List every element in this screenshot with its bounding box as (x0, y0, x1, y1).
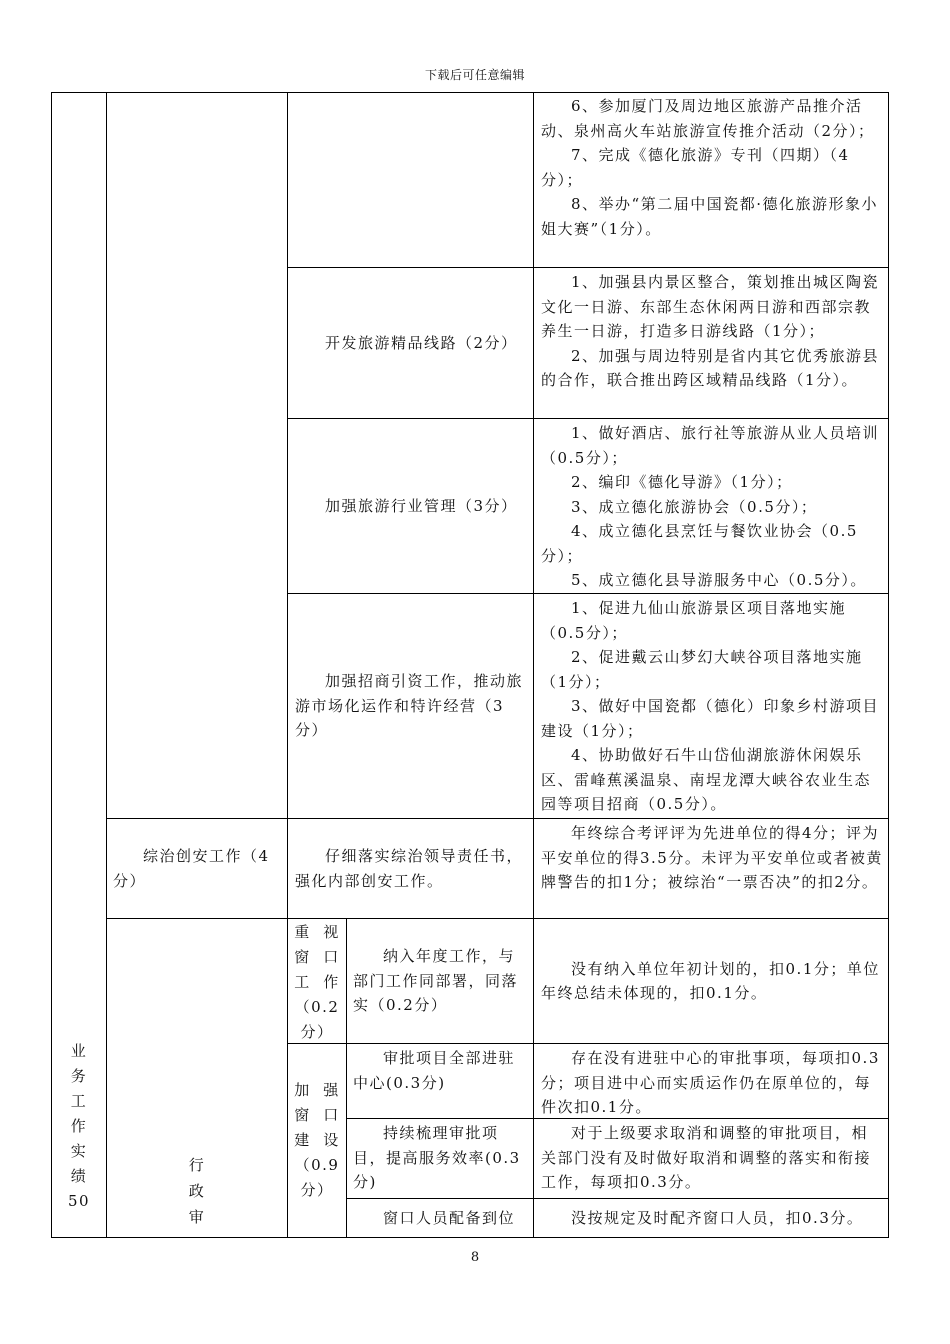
management-criteria-cell (541, 421, 884, 593)
management-item-3: 3、成立德化旅游协会（0.5分）； (571, 497, 818, 516)
management-task: 加强旅游行业管理（3分） (325, 496, 518, 515)
header-note: 下载后可任意编辑 (424, 68, 525, 82)
build-task-3: 窗口人员配备到位 (383, 1209, 516, 1227)
build-criteria-1-cell (541, 1046, 884, 1120)
build-task-1: 审批项目全部进驻中心(0.3分) (353, 1049, 516, 1092)
routes-task: 开发旅游精品线路（2分） (325, 333, 518, 352)
build-task-2-cell (353, 1121, 529, 1195)
routes-item-2: 2、加强与周边特别是省内其它优秀旅游县的合作，联合推出跨区域精品线路（1分）。 (541, 346, 880, 389)
admin-category-char: 政 (188, 1182, 206, 1200)
routes-task-cell (295, 268, 527, 418)
management-task-cell (295, 419, 527, 593)
build-sub-char: 建 (294, 1131, 311, 1149)
window-sub-char: 作 (323, 973, 340, 991)
promo-item-8: 8、举办“第二届中国瓷都·德化旅游形象小姐大赛”（1分）。 (541, 195, 878, 238)
build-sub-char: 设 (323, 1131, 340, 1149)
security-criteria: 年终综合考评评为先进单位的得4分；评为平安单位的得3.5分。未评为平安单位或者被黄牌警告的扣1分；被综治“一票否决”的扣2分。 (541, 824, 883, 891)
management-item-2: 2、编印《德化导游》（1分）； (571, 473, 793, 491)
window-criteria: 没有纳入单位年初计划的，扣0.1分；单位年终总结未体现的，扣0.1分。 (541, 959, 880, 1002)
security-task: 仔细落实综治领导责任书，强化内部创安工作。 (295, 847, 524, 890)
window-criteria-cell (541, 919, 884, 1043)
investment-item-2: 2、促进戴云山梦幻大峡谷项目落地实施（1分）； (541, 648, 863, 691)
investment-item-4: 4、协助做好石牛山岱仙湖旅游休闲娱乐区、雷峰蕉溪温泉、南埕龙潭大峡谷农业生态园等项目招商（0.5分）。 (541, 746, 872, 813)
window-sub-label (290, 920, 344, 1045)
col-divider-1 (106, 92, 107, 1238)
window-task: 纳入年度工作，与部门工作同部署，同落实（0.2分） (353, 947, 519, 1015)
admin-category-label (107, 1152, 287, 1230)
left-label-char: 务 (70, 1067, 88, 1085)
security-task-cell (295, 819, 527, 918)
management-item-1: 1、做好酒店、旅行社等旅游从业人员培训（0.5分）； (541, 424, 880, 467)
promo-item-7: 7、完成《德化旅游》专刊（四期）（4分）； (541, 146, 850, 189)
table-bottom-border (51, 1237, 889, 1238)
window-sub-char: （0.2 (294, 998, 340, 1016)
build-sub-char: 加 (294, 1081, 311, 1099)
investment-task-cell (295, 594, 527, 818)
build-criteria-1: 存在没有进驻中心的审批事项，每项扣0.3分；项目进中心而实质运作仍在原单位的，每件次扣0.1分。 (541, 1049, 880, 1116)
build-criteria-2-cell (541, 1121, 884, 1195)
security-criteria-cell (541, 821, 884, 895)
window-build-sub-label (290, 1078, 344, 1203)
investment-item-3: 3、做好中国瓷都（德化）印象乡村游项目建设（1分）； (541, 697, 880, 740)
window-sub-char: 分） (300, 1023, 334, 1041)
row-divider-window-build (287, 1043, 888, 1044)
window-task-cell (353, 919, 529, 1043)
window-sub-char: 视 (323, 923, 340, 941)
build-task-1-cell (353, 1046, 529, 1095)
col-divider-3 (533, 92, 534, 1238)
left-label-char: 实 (70, 1142, 88, 1160)
build-sub-char: 分） (300, 1181, 334, 1199)
build-criteria-3-cell (541, 1206, 884, 1231)
left-label-char: 50 (67, 1192, 91, 1210)
admin-category-char: 行 (188, 1156, 206, 1174)
window-sub-char: 工 (294, 973, 311, 991)
investment-criteria-cell (541, 596, 884, 817)
build-sub-char: （0.9 (294, 1156, 340, 1174)
build-sub-char: 强 (323, 1081, 340, 1099)
left-label-char: 工 (70, 1092, 88, 1110)
security-category-cell (113, 819, 283, 918)
management-item-4: 4、成立德化县烹饪与餐饮业协会（0.5分）； (541, 522, 858, 565)
routes-criteria-cell (541, 270, 884, 393)
table-right-border (888, 92, 889, 1238)
table-top-border (51, 92, 889, 93)
admin-category-char: 审 (188, 1208, 206, 1226)
security-category: 综治创安工作（4分） (113, 847, 270, 890)
sub-col-divider-window (346, 918, 347, 1044)
investment-item-1: 1、促进九仙山旅游景区项目落地实施（0.5分）； (541, 599, 847, 642)
promo-item-6: 6、参加厦门及周边地区旅游产品推介活动、泉州高火车站旅游宣传推介活动（2分）； (541, 97, 875, 140)
build-criteria-2: 对于上级要求取消和调整的审批项目，相关部门没有及时做好取消和调整的落实和衔接工作，每项扣0.3分。 (541, 1124, 872, 1191)
build-sub-char: 窗 (294, 1106, 311, 1124)
management-item-5: 5、成立德化县导游服务中心（0.5分）。 (571, 571, 867, 589)
routes-item-1: 1、加强县内景区整合，策划推出城区陶瓷文化一日游、东部生态休闲两日游和西部宗教养生一日游，打造多日游线路（1分）； (541, 273, 880, 340)
build-task-3-cell (353, 1206, 529, 1231)
left-label-char: 业 (70, 1042, 88, 1060)
col-divider-2 (287, 92, 288, 1238)
build-criteria-3: 没按规定及时配齐窗口人员，扣0.3分。 (571, 1209, 864, 1227)
left-category-label (52, 1039, 106, 1214)
build-sub-char: 口 (323, 1106, 340, 1124)
row-divider-sub-3 (346, 1198, 888, 1199)
sub-col-divider-build (346, 1043, 347, 1238)
window-sub-char: 口 (323, 948, 340, 966)
window-sub-char: 窗 (294, 948, 311, 966)
left-label-char: 作 (70, 1117, 88, 1135)
window-sub-char: 重 (294, 923, 311, 941)
build-task-2: 持续梳理审批项目，提高服务效率(0.3分) (353, 1124, 521, 1191)
promo-criteria-cell (541, 94, 884, 241)
page-number: 8 (470, 1250, 480, 1265)
left-label-char: 绩 (70, 1167, 88, 1185)
investment-task: 加强招商引资工作，推动旅游市场化运作和特许经营（3分） (295, 672, 524, 740)
